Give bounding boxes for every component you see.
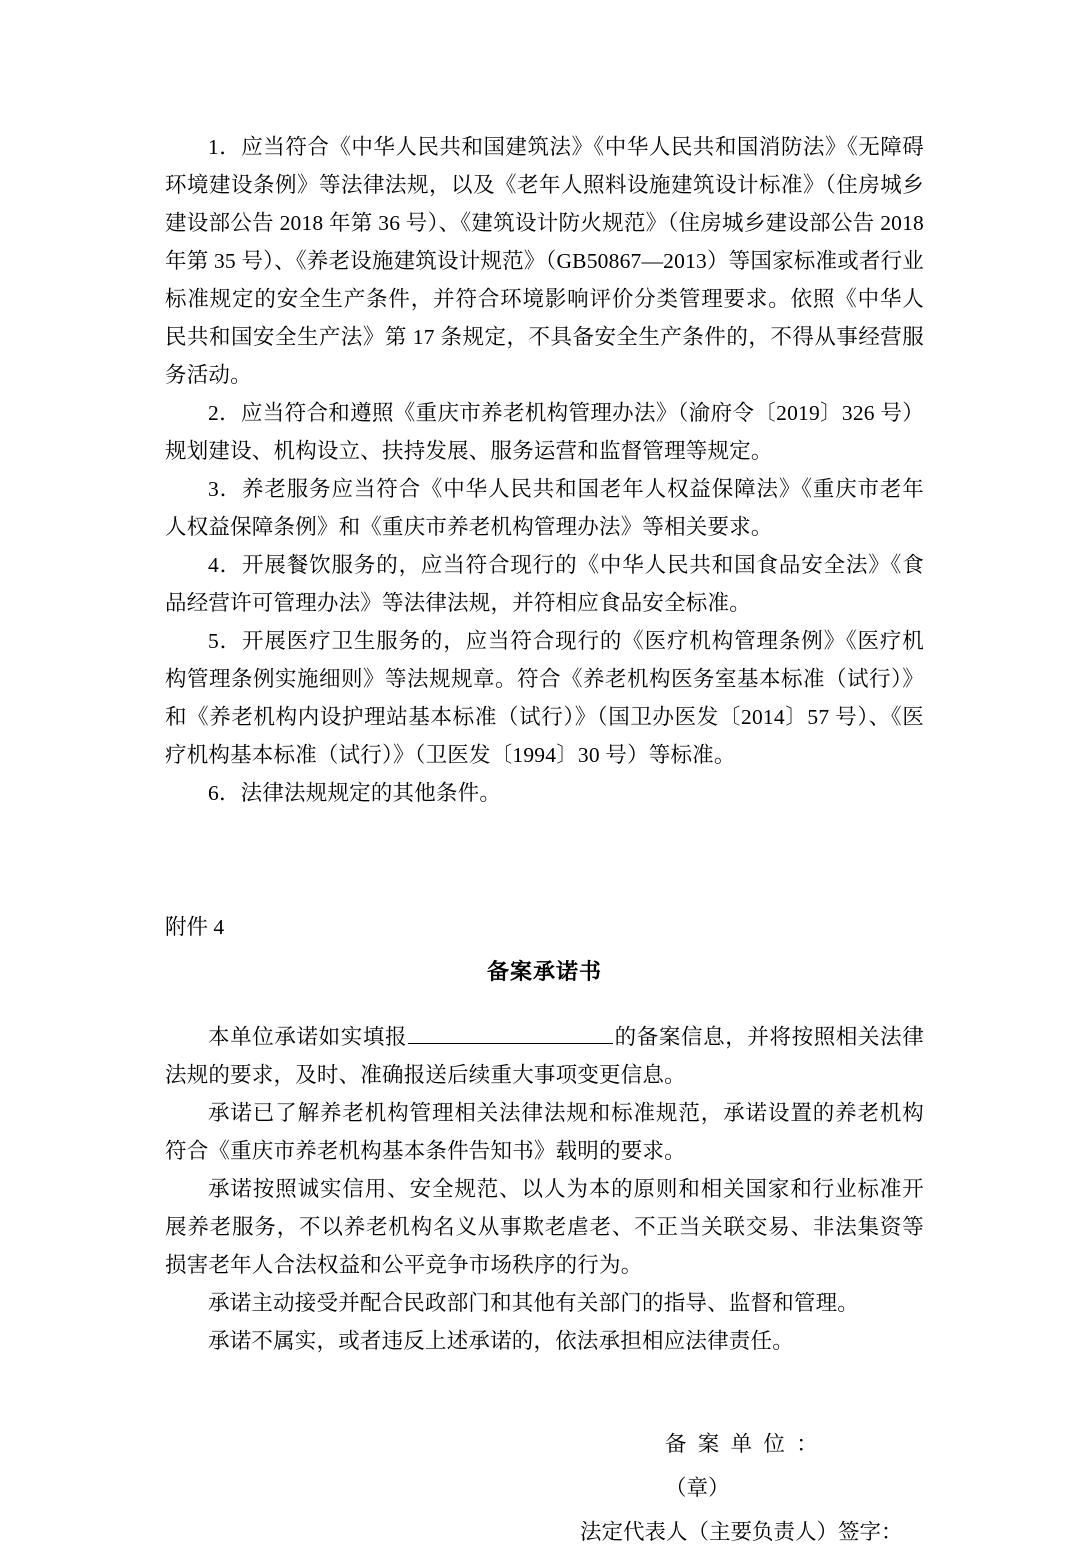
attachment-label: 附件 4 [165, 915, 225, 939]
signature-row-legal-rep [165, 1510, 924, 1554]
condition-item-3: 3．养老服务应当符合《中华人民共和国老年人权益保障法》《重庆市老年人权益保障条例》和《重庆市养老机构管理办法》等相关要求。 [165, 477, 924, 539]
unit-label: 备案单位： [665, 1432, 829, 1456]
condition-item-4: 4．开展餐饮服务的，应当符合现行的《中华人民共和国食品安全法》《食品经营许可管理办法》等法律法规，并符相应食品安全标准。 [165, 553, 924, 615]
commitment-lead-after: 的备案信息，并将按照相关法律法规的要求，及时、准确报送后续重大事项变更信息。 [165, 1025, 924, 1087]
commitment-paragraph-3: 承诺主动接受并配合民政部门和其他有关部门的指导、监督和管理。 [208, 1291, 860, 1315]
signature-row-unit [165, 1422, 924, 1510]
condition-item-6: 6．法律法规规定的其他条件。 [208, 781, 502, 805]
seal-label: （章） [665, 1476, 730, 1500]
condition-item-5: 5．开展医疗卫生服务的，应当符合现行的《医疗机构管理条例》《医疗机构管理条例实施细则》等法规规章。符合《养老机构医务室基本标准（试行）》和《养老机构内设护理站基本标准（试行）》（国卫办医发〔2014〕57 号）、《医疗机构基本标准（试行）》（卫医发〔1994〕30 号）等标准。 [165, 629, 924, 767]
commitment-lead-paragraph [165, 1018, 924, 1094]
commitment-paragraph-1: 承诺已了解养老机构管理相关法律法规和标准规范，承诺设置的养老机构符合《重庆市养老机构基本条件告知书》载明的要求。 [165, 1101, 924, 1163]
commitment-paragraph-2: 承诺按照诚实信用、安全规范、以人为本的原则和相关国家和行业标准开展养老服务，不以养老机构名义从事欺老虐老、不正当关联交易、非法集资等损害老年人合法权益和公平竞争市场秩序的行为。 [165, 1177, 924, 1277]
section-divider-space [165, 812, 924, 908]
legal-rep-label: 法定代表人（主要负责人）签字： [580, 1520, 903, 1544]
signature-block [165, 1422, 924, 1554]
commitment-paragraph-4: 承诺不属实，或者违反上述承诺的，依法承担相应法律责任。 [208, 1329, 794, 1353]
commitment-lead-before: 本单位承诺如实填报 [208, 1025, 408, 1049]
condition-item-1: 1．应当符合《中华人民共和国建筑法》《中华人民共和国消防法》《无障碍环境建设条例》等法律法规，以及《老年人照料设施建筑设计标准》（住房城乡建设部公告 2018 年第 36 号）、《建筑设计防火规范》（住房城乡建设部公告 2018 年第 35 号）、《养老设施建筑设计规范》（GB50867—2013）等国家标准或者行业标准规定的安全生产条件，并符合环境影响评价分类管理要求。依照《中华人民共和国安全生产法》第 17 条规定，不具备安全生产条件的，不得从事经营服务活动。 [165, 135, 924, 387]
document-body [165, 128, 924, 1554]
condition-item-2: 2．应当符合和遵照《重庆市养老机构管理办法》（渝府令〔2019〕326 号）规划建设、机构设立、扶持发展、服务运营和监督管理等规定。 [165, 401, 924, 463]
page-title: 备案承诺书 [486, 959, 602, 984]
fill-in-blank-unit-name[interactable] [408, 1022, 613, 1045]
